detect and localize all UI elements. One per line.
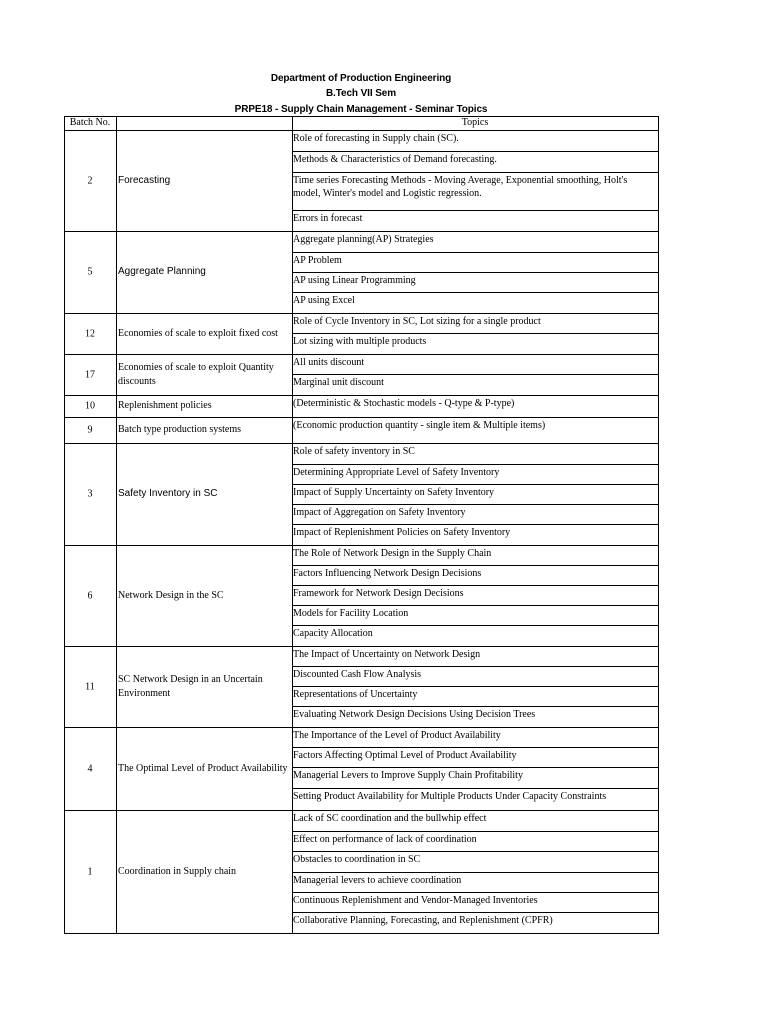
topic-item: Impact of Aggregation on Safety Inventory: [293, 507, 466, 518]
batch-number: 11: [85, 681, 95, 692]
table-border: [64, 130, 659, 131]
topic-item: Evaluating Network Design Decisions Using Decision Trees: [293, 709, 536, 720]
topics-column-header: Topics: [461, 117, 489, 128]
topic-item: Role of forecasting in Supply chain (SC).: [293, 133, 459, 144]
topic-group-name: Network Design in the SC: [118, 589, 224, 601]
topic-item: Setting Product Availability for Multiple Products Under Capacity Constraints: [293, 791, 607, 802]
row-divider: [292, 272, 659, 273]
topic-item: Time series Forecasting Methods - Moving Average, Exponential smoothing, Holt's model, Winter's model and Logistic regression.: [293, 175, 628, 199]
row-divider: [292, 872, 659, 873]
topic-item: Factors Affecting Optimal Level of Product Availability: [293, 750, 517, 761]
topic-item: Continuous Replenishment and Vendor-Managed Inventories: [293, 895, 538, 906]
topic-item: Obstacles to coordination in SC: [293, 854, 421, 865]
group-divider: [64, 443, 659, 444]
topic-item: Errors in forecast: [293, 213, 363, 224]
group-divider: [64, 354, 659, 355]
row-divider: [292, 172, 659, 173]
row-divider: [292, 151, 659, 152]
topic-item: AP using Excel: [293, 295, 355, 306]
row-divider: [292, 210, 659, 211]
topic-item: Determining Appropriate Level of Safety Inventory: [293, 467, 500, 478]
topic-item: Marginal unit discount: [293, 377, 384, 388]
topic-item: AP Problem: [293, 255, 342, 266]
row-divider: [292, 292, 659, 293]
row-divider: [292, 605, 659, 606]
topic-item: The Impact of Uncertainty on Network Design: [293, 649, 481, 660]
topic-item: Impact of Supply Uncertainty on Safety Inventory: [293, 487, 495, 498]
course-title: B.Tech VII Sem: [325, 88, 397, 99]
topic-item: Framework for Network Design Decisions: [293, 588, 464, 599]
group-divider: [64, 313, 659, 314]
topic-item: AP using Linear Programming: [293, 275, 416, 286]
topic-item: Models for Facility Location: [293, 608, 409, 619]
group-divider: [64, 646, 659, 647]
topic-item: (Economic production quantity - single item & Multiple items): [293, 420, 546, 431]
row-divider: [292, 585, 659, 586]
batch-column-header: Batch No.: [69, 117, 111, 128]
row-divider: [292, 524, 659, 525]
topic-item: Aggregate planning(AP) Strategies: [293, 234, 434, 245]
topic-item: Methods & Characteristics of Demand forecasting.: [293, 154, 497, 165]
group-divider: [64, 810, 659, 811]
group-divider: [64, 545, 659, 546]
row-divider: [292, 788, 659, 789]
batch-number: 2: [87, 175, 93, 186]
topic-item: The Importance of the Level of Product Availability: [293, 730, 501, 741]
topic-item: The Role of Network Design in the Supply Chain: [293, 548, 492, 559]
table-border: [658, 116, 659, 934]
topic-item: Discounted Cash Flow Analysis: [293, 669, 422, 680]
batch-number: 5: [87, 266, 93, 278]
row-divider: [292, 892, 659, 893]
row-divider: [292, 484, 659, 485]
group-divider: [64, 933, 659, 934]
group-divider: [64, 395, 659, 396]
topic-group-name: Safety Inventory in SC: [118, 488, 218, 499]
topic-group-name: Forecasting: [118, 174, 171, 186]
row-divider: [292, 504, 659, 505]
batch-number: 10: [85, 400, 95, 412]
batch-number: 9: [87, 424, 93, 436]
row-divider: [292, 767, 659, 768]
table-border: [64, 116, 65, 934]
topic-item: Role of safety inventory in SC: [293, 446, 415, 457]
topic-group-name: Batch type production systems: [118, 424, 242, 435]
row-divider: [292, 706, 659, 707]
topic-item: Effect on performance of lack of coordination: [293, 834, 477, 845]
topic-item: Representations of Uncertainty: [293, 689, 418, 700]
group-divider: [64, 231, 659, 232]
row-divider: [292, 565, 659, 566]
column-divider: [116, 116, 117, 934]
row-divider: [292, 851, 659, 852]
topic-group-name: Economies of scale to exploit Quantity discounts: [118, 361, 274, 387]
row-divider: [292, 747, 659, 748]
row-divider: [292, 252, 659, 253]
batch-number: 17: [85, 369, 95, 380]
topic-group-name: SC Network Design in an Uncertain Environment: [118, 673, 263, 699]
group-divider: [64, 727, 659, 728]
topic-group-name: The Optimal Level of Product Availability: [118, 762, 288, 774]
table-border: [64, 116, 659, 117]
topic-item: All units discount: [293, 357, 365, 368]
batch-number: 3: [87, 488, 93, 500]
row-divider: [292, 464, 659, 465]
topic-item: Lot sizing with multiple products: [293, 336, 427, 347]
topic-item: Lack of SC coordination and the bullwhip effect: [293, 813, 487, 824]
group-divider: [64, 417, 659, 418]
topic-item: Managerial levers to achieve coordination: [293, 875, 462, 886]
topic-item: Collaborative Planning, Forecasting, and Replenishment (CPFR): [293, 915, 553, 926]
department-title: Department of Production Engineering: [270, 73, 452, 84]
row-divider: [292, 374, 659, 375]
topic-group-name: Coordination in Supply chain: [118, 865, 237, 877]
row-divider: [292, 686, 659, 687]
batch-number: 12: [85, 328, 95, 339]
topic-item: Factors Influencing Network Design Decisions: [293, 568, 482, 579]
row-divider: [292, 831, 659, 832]
topic-group-name: Aggregate Planning: [118, 266, 206, 277]
row-divider: [292, 333, 659, 334]
row-divider: [292, 625, 659, 626]
topic-group-name: Economies of scale to exploit fixed cost: [118, 327, 278, 339]
topic-item: Managerial Levers to Improve Supply Chain Profitability: [293, 770, 523, 781]
batch-number: 1: [87, 866, 93, 877]
subject-title: PRPE18 - Supply Chain Management - Seminar Topics: [234, 104, 488, 115]
row-divider: [292, 666, 659, 667]
column-divider: [292, 116, 293, 934]
topic-item: (Deterministic & Stochastic models - Q-type & P-type): [293, 398, 515, 409]
row-divider: [292, 912, 659, 913]
topic-item: Capacity Allocation: [293, 628, 373, 639]
topic-item: Impact of Replenishment Policies on Safety Inventory: [293, 527, 511, 538]
batch-number: 6: [87, 590, 93, 601]
batch-number: 4: [87, 763, 93, 774]
topic-item: Role of Cycle Inventory in SC, Lot sizing for a single product: [293, 316, 541, 327]
topic-group-name: Replenishment policies: [118, 400, 212, 411]
